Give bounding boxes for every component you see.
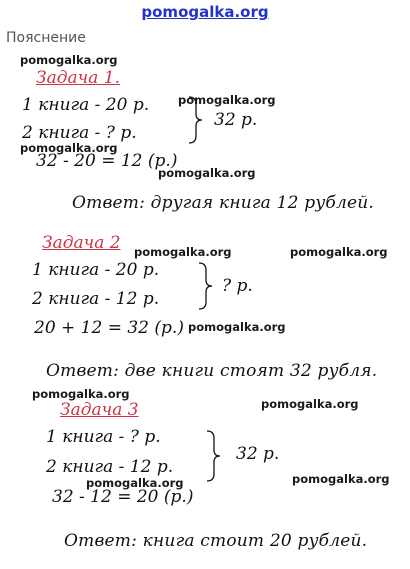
watermark: pomogalka.org	[20, 141, 118, 155]
task-2-total: ? р.	[222, 276, 253, 296]
watermark: pomogalka.org	[261, 397, 359, 411]
task-3-title: Задача 3	[60, 400, 139, 420]
watermark: pomogalka.org	[20, 53, 118, 67]
section-title: Пояснение	[6, 30, 86, 46]
task-3-answer	[64, 531, 367, 551]
watermark: pomogalka.org	[86, 476, 184, 490]
task-1-answer-text: другая книга 12 рублей.	[150, 193, 374, 213]
task-1-line-1: 1 книга - 20 р.	[22, 95, 150, 115]
task-3-equation: 32 - 12 = 20 (р.)	[52, 487, 194, 507]
watermark: pomogalka.org	[134, 245, 232, 259]
task-2-line-2: 2 книга - 12 р.	[32, 289, 160, 309]
watermark: pomogalka.org	[290, 245, 388, 259]
task-2-answer-label: Ответ:	[46, 361, 120, 381]
task-2-brace	[198, 262, 214, 310]
site-header-link[interactable]: pomogalka.org	[141, 3, 269, 21]
watermark: pomogalka.org	[158, 166, 256, 180]
watermark: pomogalka.org	[178, 93, 276, 107]
watermark: pomogalka.org	[292, 472, 390, 486]
task-2-answer-text: две книги стоят 32 рубля.	[124, 361, 378, 381]
task-3-answer-text: книга стоит 20 рублей.	[142, 531, 368, 551]
task-2-answer	[46, 361, 377, 381]
task-3-line-2: 2 книга - 12 р.	[46, 457, 174, 477]
task-3-line-1: 1 книга - ? р.	[46, 427, 161, 447]
task-1-equation: 32 - 20 = 12 (р.)	[36, 151, 178, 171]
task-2-line-1: 1 книга - 20 р.	[32, 260, 160, 280]
task-3-brace	[206, 430, 222, 482]
task-1-total: 32 р.	[214, 110, 258, 130]
task-3-total: 32 р.	[236, 444, 280, 464]
task-1-answer	[72, 193, 374, 213]
task-1-title: Задача 1.	[36, 68, 120, 88]
task-3-answer-label: Ответ:	[64, 531, 138, 551]
task-1-answer-label: Ответ:	[72, 193, 146, 213]
watermark: pomogalka.org	[32, 387, 130, 401]
watermark: pomogalka.org	[188, 320, 286, 334]
task-2-equation: 20 + 12 = 32 (р.)	[34, 318, 184, 338]
task-2-title: Задача 2	[42, 233, 121, 253]
task-1-line-2: 2 книга - ? р.	[22, 123, 137, 143]
